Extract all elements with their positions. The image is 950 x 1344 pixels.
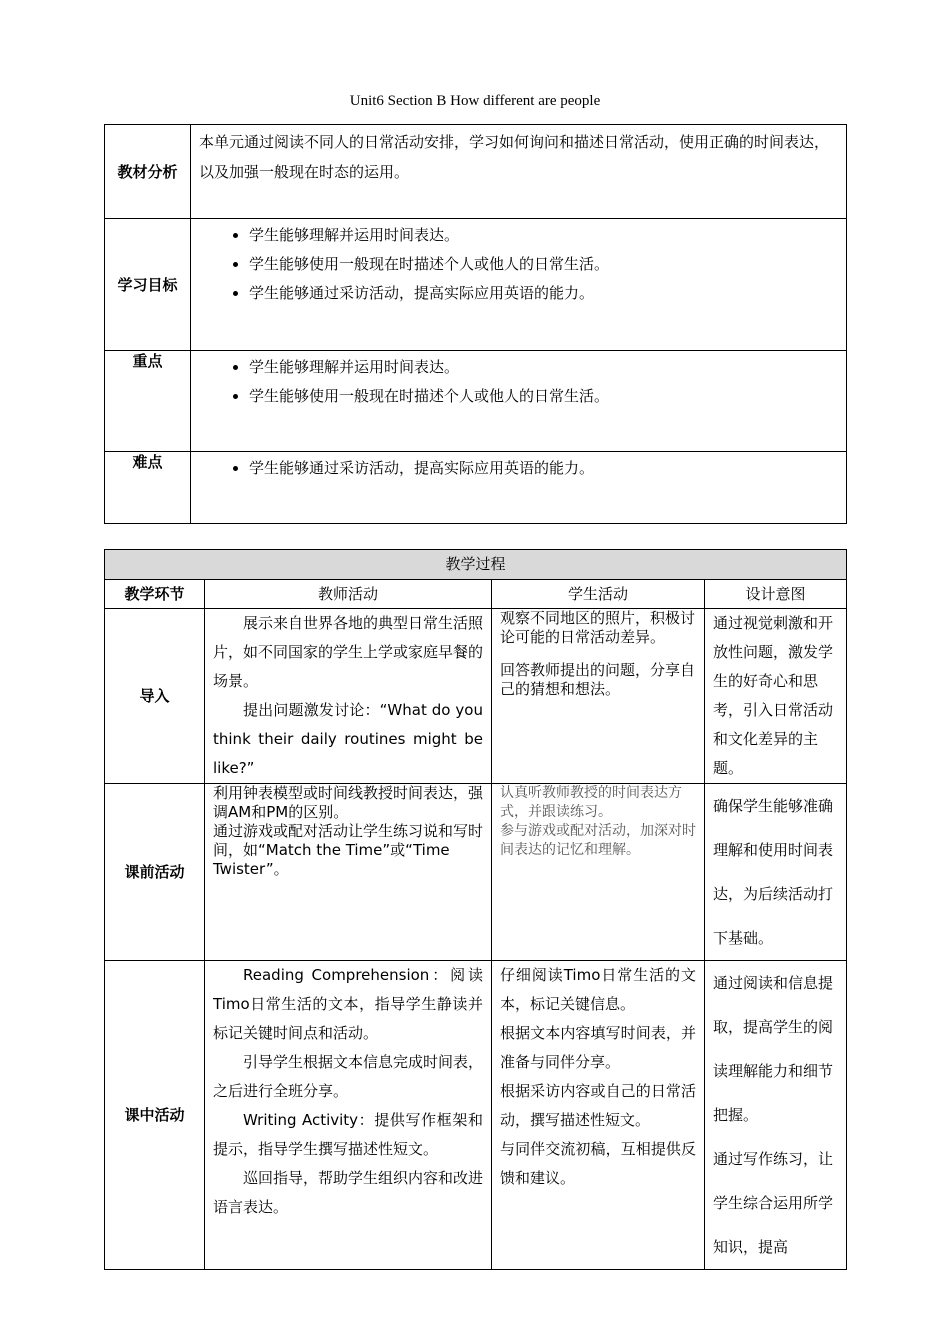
- table-row: [105, 609, 847, 784]
- teacher-activity: Writing Activity：提供写作框架和提示，指导学生撰写描述性短文。: [213, 1111, 483, 1158]
- teacher-activity: 通过游戏或配对活动让学生练习说和写时间，如“Match the Time”或“Time Twister”。: [213, 822, 484, 878]
- header-student: 学生活动: [492, 580, 705, 609]
- objectives-list: [199, 221, 838, 308]
- stage-mid: 课中活动: [105, 961, 205, 1270]
- analysis-row: [105, 125, 847, 219]
- difficult-points-list: [199, 454, 838, 483]
- teacher-activity: 引导学生根据文本信息完成时间表，之后进行全班分享。: [213, 1053, 484, 1100]
- process-title: 教学过程: [105, 550, 847, 580]
- stage-pre: 课前活动: [105, 784, 205, 961]
- list-item: • 学生能够通过采访活动，提高实际应用英语的能力。: [249, 454, 838, 483]
- student-activity: 与同伴交流初稿，互相提供反馈和建议。: [500, 1140, 696, 1187]
- design-intent: 通过视觉刺激和开放性问题，激发学生的好奇心和思考，引入日常活动和文化差异的主题。: [705, 609, 847, 784]
- header-stage: 教学环节: [105, 580, 205, 609]
- student-activity: 根据文本内容填写时间表，并准备与同伴分享。: [500, 1024, 696, 1071]
- key-points-row: [105, 351, 847, 452]
- header-teacher: 教师活动: [205, 580, 492, 609]
- student-activity: 仔细阅读Timo日常生活的文本，标记关键信息。: [500, 966, 696, 1013]
- student-activity: 参与游戏或配对活动，加深对时间表达的记忆和理解。: [500, 823, 696, 858]
- header-row: [105, 580, 847, 609]
- page-title: Unit6 Section B How different are people: [349, 93, 601, 109]
- student-activity: 认真听教师教授的时间表达方式，并跟读练习。: [500, 785, 682, 820]
- difficult-label: 难点: [105, 452, 191, 524]
- list-item: • 学生能够使用一般现在时描述个人或他人的日常生活。: [249, 382, 838, 411]
- design-intent: 通过阅读和信息提取，提高学生的阅读理解能力和细节把握。: [713, 974, 834, 1124]
- key-points-list: [199, 353, 838, 411]
- stage-intro: 导入: [105, 609, 205, 784]
- teacher-activity: 巡回指导，帮助学生组织内容和改进语言表达。: [213, 1169, 484, 1216]
- objectives-row: [105, 219, 847, 351]
- list-item: • 学生能够理解并运用时间表达。: [249, 353, 838, 382]
- student-activity: 观察不同地区的照片，积极讨论可能的日常活动差异。: [500, 609, 696, 646]
- header-design: 设计意图: [705, 580, 847, 609]
- list-item: • 学生能够通过采访活动，提高实际应用英语的能力。: [249, 279, 838, 308]
- teacher-activity: 提出问题激发讨论：“What do you think their daily routines might be like?”: [213, 701, 483, 777]
- list-item: • 学生能够使用一般现在时描述个人或他人的日常生活。: [249, 250, 838, 279]
- teaching-process-table: [104, 549, 847, 1270]
- teacher-activity: 展示来自世界各地的典型日常生活照片，如不同国家的学生上学或家庭早餐的场景。: [213, 614, 484, 690]
- key-label: 重点: [105, 351, 191, 452]
- table-row: [105, 961, 847, 1270]
- difficult-points-row: [105, 452, 847, 524]
- list-item: • 学生能够理解并运用时间表达。: [249, 221, 838, 250]
- student-activity: 回答教师提出的问题，分享自己的猜想和想法。: [500, 661, 696, 698]
- table-row: [105, 784, 847, 961]
- lesson-info-table: [104, 124, 847, 524]
- teacher-activity: 利用钟表模型或时间线教授时间表达，强调AM和PM的区别。: [213, 784, 484, 821]
- design-intent: 确保学生能够准确理解和使用时间表达，为后续活动打下基础。: [705, 784, 847, 961]
- analysis-text: 本单元通过阅读不同人的日常活动安排，学习如何询问和描述日常活动，使用正确的时间表达，以及加强一般现在时态的运用。: [191, 125, 847, 219]
- analysis-label: 教材分析: [105, 125, 191, 219]
- student-activity: 根据采访内容或自己的日常活动，撰写描述性短文。: [500, 1082, 696, 1129]
- objectives-label: 学习目标: [105, 219, 191, 351]
- design-intent: 通过写作练习，让学生综合运用所学知识，提高: [713, 1150, 834, 1256]
- teacher-activity: Reading Comprehension：阅读Timo日常生活的文本，指导学生静读并标记关键时间点和活动。: [213, 966, 483, 1042]
